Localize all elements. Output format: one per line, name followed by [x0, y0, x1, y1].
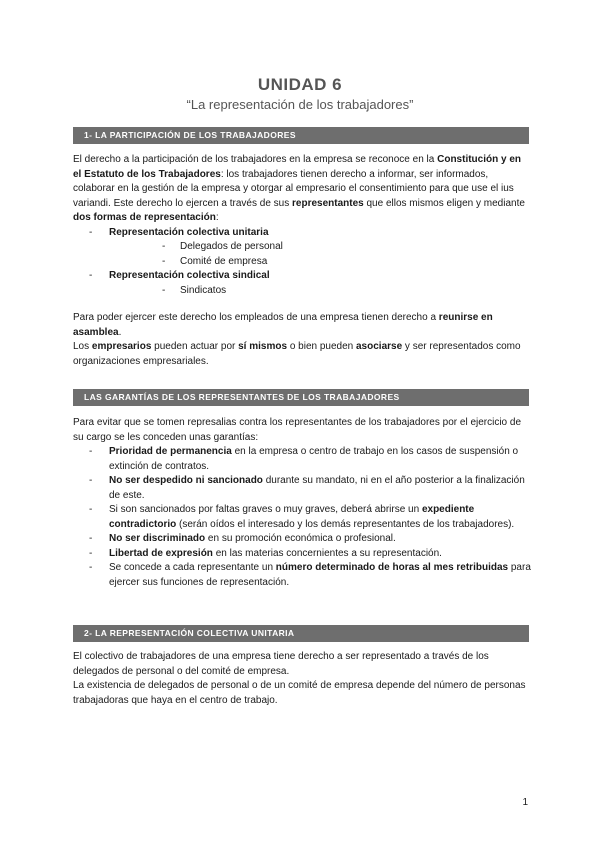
section-heading-garantias: LAS GARANTÍAS DE LOS REPRESENTANTES DE LOS TRABAJADORES: [73, 389, 529, 406]
paragraph-colectivo: El colectivo de trabajadores de una empresa tiene derecho a ser representado a través de los delegados de personal o del comité de empresa.: [73, 651, 489, 677]
list-item: [73, 474, 531, 503]
text-run: para ejercer sus funciones de representación.: [109, 562, 531, 588]
paragraph-existencia-delegados: La existencia de delegados de personal o de un comité de empresa depende del número de personas trabajadoras que haya en el centro de trabajo.: [73, 680, 526, 706]
text-run: : los trabajadores tienen derecho a informar, ser informados, colaborar en la gestión de la empresa y otorgar al empresario el consentimiento para que use el ius variandi. Este derecho lo ejercen a través de sus: [73, 168, 514, 209]
text-run: :: [215, 212, 219, 223]
text-run: Si son sancionados por faltas graves o muy graves, deberá abrirse un: [109, 504, 422, 515]
section-garantias-body: [73, 416, 531, 590]
section-representacion-unitaria-body: [73, 650, 531, 708]
text-run: Los: [73, 341, 92, 352]
bold-text: No ser discriminado: [109, 533, 206, 544]
paragraph-empresarios: [73, 340, 531, 369]
text-run: o bien pueden: [287, 341, 356, 352]
text-run: y ser representados como organizaciones empresariales.: [73, 341, 521, 367]
page-subtitle: “La representación de los trabajadores”: [186, 97, 414, 112]
list-item: [73, 503, 531, 532]
sub-list: [109, 284, 531, 299]
list-item: [73, 269, 531, 298]
text-run: (serán oídos el interesado y los demás representantes de los trabajadores).: [176, 518, 515, 530]
paragraph-derecho-participacion: [73, 153, 531, 226]
text-run: en las materias concernientes a su representación.: [212, 547, 442, 559]
list-item: [73, 561, 531, 590]
section-participacion-body-2: [73, 311, 531, 369]
bold-reunirse-asamblea: reunirse en asamblea: [73, 312, 493, 338]
list-item: [73, 547, 531, 562]
text-run: pueden actuar por: [151, 341, 239, 352]
list-item: - Delegados de personal: [109, 240, 531, 255]
bold-text: número determinado de horas al mes retribuidas: [275, 562, 509, 573]
bold-constitucion: Constitución y en el Estatuto de los Trabajadores: [73, 154, 522, 180]
bold-text: Prioridad de permanencia: [109, 446, 232, 457]
bold-text: Libertad de expresión: [109, 547, 213, 559]
guarantees-list: [73, 445, 531, 590]
text-run: en su promoción económica o profesional.: [205, 533, 396, 544]
text-run: Se concede a cada representante un: [109, 562, 276, 573]
list-item: - Sindicatos: [109, 284, 531, 299]
paragraph-asamblea: [73, 311, 531, 340]
text-run: que ellos mismos eligen y mediante: [363, 197, 525, 209]
bold-empresarios: empresarios: [91, 341, 152, 352]
section-heading-participacion: 1- LA PARTICIPACIÓN DE LOS TRABAJADORES: [73, 127, 529, 144]
text-run: durante su mandato, ni en el año posterior a la finalización de este.: [109, 475, 525, 501]
sub-list: [109, 240, 531, 269]
bold-asociarse: asociarse: [356, 341, 403, 352]
list-item: [73, 226, 531, 270]
paragraph-garantias-intro: Para evitar que se tomen represalias contra los representantes de los trabajadores por el ejercicio de su cargo se les conceden unas garantías:: [73, 417, 522, 443]
page-number: 1: [522, 797, 528, 808]
text-run: El derecho a la participación de los trabajadores en la empresa se reconoce en la: [73, 154, 438, 165]
list-item: - Comité de empresa: [109, 255, 531, 270]
bold-dos-formas: dos formas de representación: [73, 212, 216, 223]
list-item: [73, 445, 531, 474]
list-item: [73, 532, 531, 547]
bold-representantes: representantes: [292, 197, 364, 209]
section-heading-representacion-unitaria: 2- LA REPRESENTACIÓN COLECTIVA UNITARIA: [73, 625, 529, 642]
section-participacion-body: [73, 153, 531, 298]
bold-text: No ser despedido ni sancionado: [109, 475, 263, 486]
bold-text: expediente contradictorio: [109, 504, 475, 530]
text-run: en la empresa o centro de trabajo en los casos de suspensión o extinción de contratos.: [109, 446, 519, 472]
bold-si-mismos: sí mismos: [238, 341, 288, 352]
form-label-unitaria: Representación colectiva unitaria: [109, 226, 269, 238]
page-title: UNIDAD 6: [257, 75, 343, 94]
text-run: .: [118, 326, 122, 338]
text-run: Para poder ejercer este derecho los empleados de una empresa tienen derecho a: [73, 312, 439, 323]
forms-list: [73, 226, 531, 299]
form-label-sindical: Representación colectiva sindical: [109, 270, 270, 281]
